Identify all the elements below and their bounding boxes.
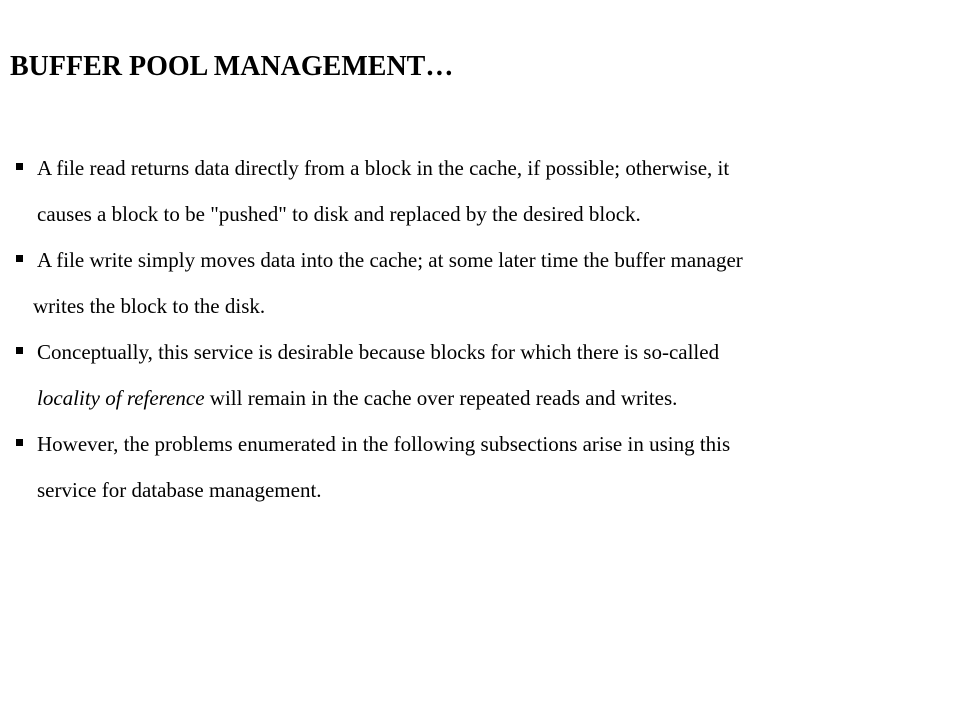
bullet-item [16,335,946,415]
bullet-line: Conceptually, this service is desirable because blocks for which there is so-called [37,340,720,364]
bullet-line [37,381,946,415]
bullet-line: A file read returns data directly from a block in the cache, if possible; otherwise, it [37,156,730,180]
slide-title: BUFFER POOL MANAGEMENT… [10,51,454,82]
square-bullet-icon [16,439,23,446]
bullet-line: However, the problems enumerated in the following subsections arise in using this [37,432,731,456]
bullet-line: writes the block to the disk. [33,294,266,318]
bullet-item [16,427,946,507]
bullet-text [37,335,946,415]
bullet-line-rest: will remain in the cache over repeated reads and writes. [204,386,678,410]
square-bullet-icon [16,347,23,354]
bullet-line: causes a block to be "pushed" to disk and replaced by the desired block. [37,202,641,226]
bullet-text [37,427,946,507]
emphasized-term: locality of reference [37,386,205,410]
square-bullet-icon [16,163,23,170]
bullet-list [16,151,946,519]
bullet-line: service for database management. [37,478,322,502]
bullet-text [37,151,946,231]
bullet-item [16,243,946,323]
square-bullet-icon [16,255,23,262]
bullet-text [33,243,946,323]
bullet-line: A file write simply moves data into the cache; at some later time the buffer manager [37,248,743,272]
bullet-item [16,151,946,231]
